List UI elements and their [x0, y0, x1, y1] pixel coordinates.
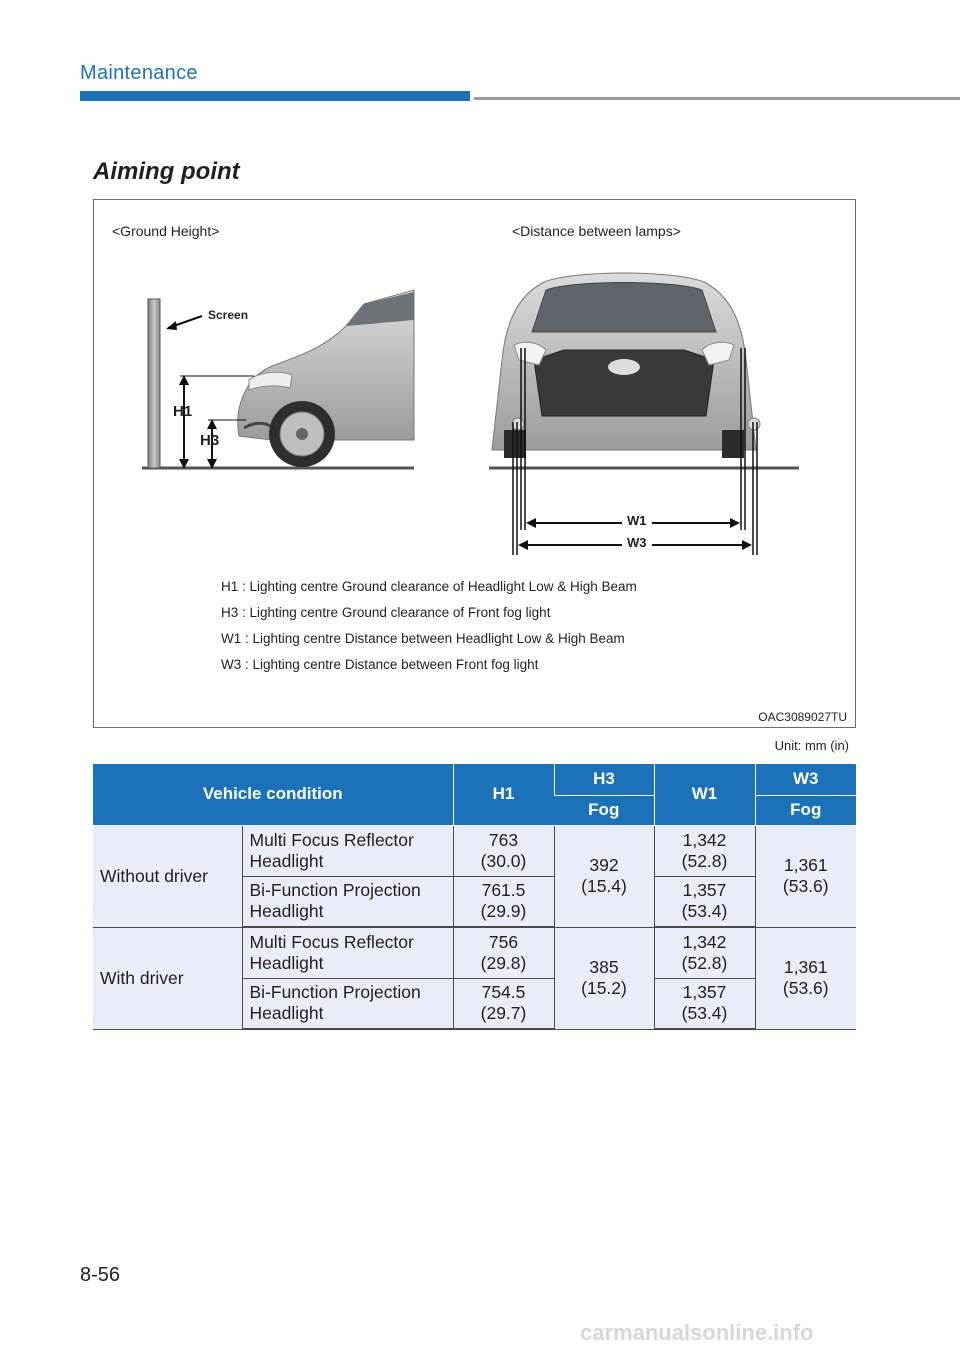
header-rule-blue [80, 91, 470, 101]
h1-cell: 761.5 (29.9) [453, 876, 554, 927]
w3-cell: 1,361 (53.6) [755, 825, 856, 927]
unit-note: Unit: mm (in) [774, 738, 849, 753]
caption-distance-lamps: <Distance between lamps> [512, 223, 681, 239]
legend-w3: W3 : Lighting centre Distance between Front fog light [221, 657, 539, 672]
table-row [93, 927, 856, 978]
car-side-view [238, 290, 414, 467]
watermark: carmanualsonline.info [580, 1320, 814, 1345]
w1-cell: 1,357 (53.4) [654, 978, 755, 1029]
aiming-spec-table [93, 764, 856, 1030]
aiming-figure [93, 199, 856, 728]
h3-cell: 385 (15.2) [554, 927, 654, 1029]
h1-cell: 754.5 (29.7) [453, 978, 554, 1029]
legend-h1: H1 : Lighting centre Ground clearance of Headlight Low & High Beam [221, 579, 637, 594]
section-title: Maintenance [80, 62, 198, 84]
legend-w1: W1 : Lighting centre Distance between Headlight Low & High Beam [221, 631, 625, 646]
table-row [93, 825, 856, 876]
condition-without-driver: Without driver [93, 825, 242, 927]
car-front-view [492, 273, 760, 458]
w1-cell: 1,342 (52.8) [654, 825, 755, 876]
w3-cell: 1,361 (53.6) [755, 927, 856, 1029]
header-h3: H3 [554, 764, 654, 795]
figure-code: OAC3089027TU [758, 710, 847, 724]
h1-cell: 763 (30.0) [453, 825, 554, 876]
h1-label: H1 [173, 403, 193, 420]
header-h1: H1 [453, 764, 554, 825]
page-heading: Aiming point [93, 158, 240, 185]
header-w3-fog: Fog [755, 795, 856, 825]
w1-label: W1 [627, 513, 647, 528]
page-number: 8-56 [80, 1264, 121, 1286]
legend-h3: H3 : Lighting centre Ground clearance of Front fog light [221, 605, 551, 620]
h3-cell: 392 (15.4) [554, 825, 654, 927]
header-vehicle-condition: Vehicle condition [93, 764, 453, 825]
header-rule-gray [474, 97, 960, 100]
screen-label: Screen [208, 308, 249, 322]
h1-cell: 756 (29.8) [453, 927, 554, 978]
w3-label: W3 [627, 535, 647, 550]
header-h3-fog: Fog [554, 795, 654, 825]
w1-cell: 1,357 (53.4) [654, 876, 755, 927]
caption-ground-height: <Ground Height> [112, 223, 220, 239]
screen-post [148, 299, 160, 468]
headlight-type-cell: Multi Focus Reflector Headlight [242, 825, 453, 876]
aiming-illustration [94, 200, 855, 727]
headlight-type-cell: Multi Focus Reflector Headlight [242, 927, 453, 978]
header-w1: W1 [654, 764, 755, 825]
condition-with-driver: With driver [93, 927, 242, 1029]
headlight-type-cell: Bi-Function Projection Headlight [242, 876, 453, 927]
w1-cell: 1,342 (52.8) [654, 927, 755, 978]
h3-label: H3 [200, 432, 220, 449]
header-w3: W3 [755, 764, 856, 795]
headlight-type-cell: Bi-Function Projection Headlight [242, 978, 453, 1029]
